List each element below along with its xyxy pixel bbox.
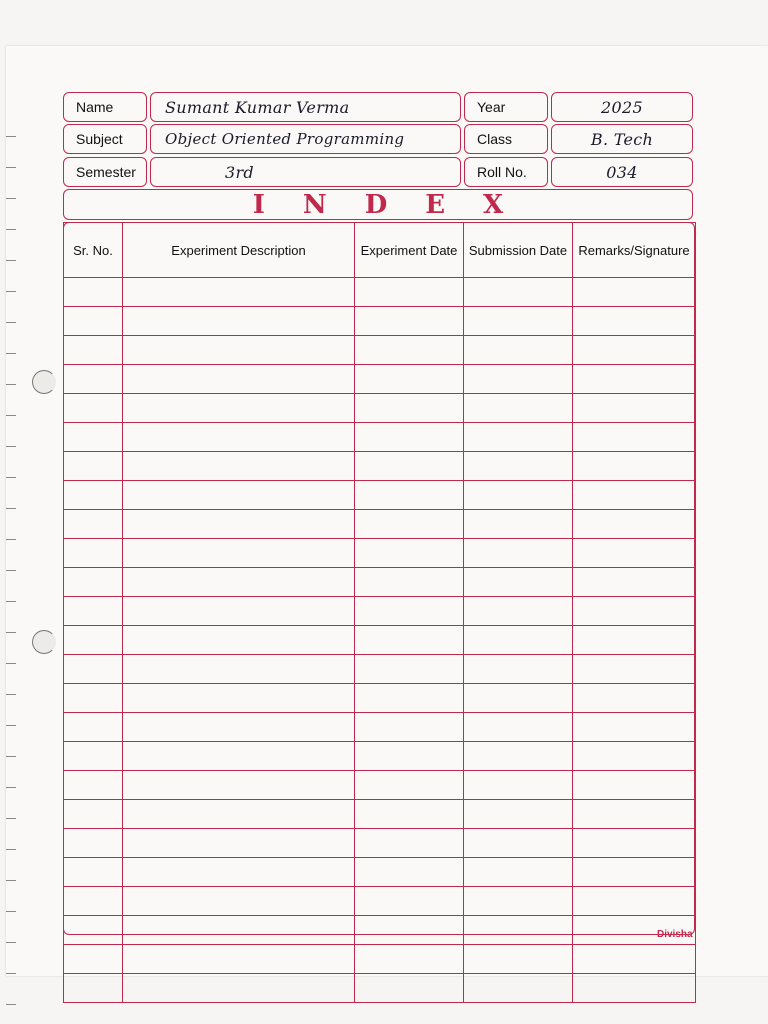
table-cell[interactable] [355, 510, 464, 539]
table-cell[interactable] [355, 278, 464, 307]
year-label-box [464, 92, 548, 122]
table-cell[interactable] [573, 452, 696, 481]
table-cell[interactable] [123, 336, 355, 365]
table-cell[interactable] [464, 481, 573, 510]
table-cell[interactable] [355, 481, 464, 510]
punch-hole-icon [32, 630, 56, 654]
table-cell[interactable] [464, 858, 573, 887]
table-cell[interactable] [573, 336, 696, 365]
table-cell[interactable] [355, 713, 464, 742]
table-row [64, 365, 696, 394]
table-cell[interactable] [464, 336, 573, 365]
table-cell[interactable] [64, 336, 123, 365]
name-value: Sumant Kumar Verma [165, 97, 350, 117]
year-label: Year [477, 99, 506, 115]
table-cell[interactable] [355, 742, 464, 771]
table-cell[interactable] [464, 916, 573, 945]
table-cell[interactable] [64, 423, 123, 452]
table-cell[interactable] [464, 626, 573, 655]
subject-label: Subject [76, 131, 123, 147]
table-cell[interactable] [123, 597, 355, 626]
subject-label-box [63, 124, 147, 154]
table-cell[interactable] [123, 626, 355, 655]
table-cell[interactable] [355, 307, 464, 336]
table-cell[interactable] [573, 568, 696, 597]
table-cell[interactable] [573, 423, 696, 452]
table-cell[interactable] [464, 713, 573, 742]
table-row [64, 452, 696, 481]
table-cell[interactable] [64, 771, 123, 800]
table-cell[interactable] [64, 626, 123, 655]
table-cell[interactable] [355, 974, 464, 1003]
table-row [64, 394, 696, 423]
table-cell[interactable] [123, 394, 355, 423]
semester-label: Semester [76, 164, 136, 180]
table-cell[interactable] [573, 974, 696, 1003]
table-cell[interactable] [355, 539, 464, 568]
table-row [64, 481, 696, 510]
table-cell[interactable] [123, 916, 355, 945]
table-cell[interactable] [355, 365, 464, 394]
table-row [64, 423, 696, 452]
table-cell[interactable] [355, 945, 464, 974]
table-cell[interactable] [573, 597, 696, 626]
table-cell[interactable] [355, 336, 464, 365]
table-cell[interactable] [573, 887, 696, 916]
table-row [64, 800, 696, 829]
table-cell[interactable] [464, 800, 573, 829]
name-label-box [63, 92, 147, 122]
table-row [64, 684, 696, 713]
table-row [64, 887, 696, 916]
table-cell[interactable] [64, 452, 123, 481]
table-cell[interactable] [123, 684, 355, 713]
table-cell[interactable] [464, 568, 573, 597]
table-row [64, 916, 696, 945]
table-cell[interactable] [123, 713, 355, 742]
name-label: Name [76, 99, 114, 115]
table-cell[interactable] [123, 568, 355, 597]
brand-logo: Divisha [657, 929, 693, 940]
table-cell[interactable] [123, 655, 355, 684]
table-cell[interactable] [64, 568, 123, 597]
table-cell[interactable] [64, 597, 123, 626]
table-cell[interactable] [573, 539, 696, 568]
table-cell[interactable] [355, 858, 464, 887]
table-cell[interactable] [123, 945, 355, 974]
subject-field[interactable] [150, 124, 461, 154]
table-cell[interactable] [573, 684, 696, 713]
table-cell[interactable] [123, 829, 355, 858]
table-cell[interactable] [64, 278, 123, 307]
table-cell[interactable] [573, 394, 696, 423]
table-cell[interactable] [464, 452, 573, 481]
table-cell[interactable] [573, 742, 696, 771]
table-cell[interactable] [464, 684, 573, 713]
table-cell[interactable] [464, 742, 573, 771]
class-value: B. Tech [590, 129, 654, 149]
table-cell[interactable] [123, 858, 355, 887]
table-cell[interactable] [464, 539, 573, 568]
table-cell[interactable] [464, 307, 573, 336]
col-submission-date: Submission Date [464, 223, 573, 278]
table-cell[interactable] [355, 423, 464, 452]
index-title: INDEX [252, 189, 542, 220]
table-cell[interactable] [573, 945, 696, 974]
table-cell[interactable] [64, 916, 123, 945]
table-cell[interactable] [355, 394, 464, 423]
table-cell[interactable] [573, 829, 696, 858]
table-cell[interactable] [355, 626, 464, 655]
table-cell[interactable] [123, 452, 355, 481]
table-cell[interactable] [573, 510, 696, 539]
table-row [64, 336, 696, 365]
table-cell[interactable] [573, 481, 696, 510]
table-cell[interactable] [64, 510, 123, 539]
table-cell[interactable] [123, 365, 355, 394]
table-cell[interactable] [64, 742, 123, 771]
table-cell[interactable] [464, 394, 573, 423]
col-remarks-signature: Remarks/Signature [573, 223, 696, 278]
table-cell[interactable] [123, 742, 355, 771]
table-cell[interactable] [464, 597, 573, 626]
table-cell[interactable] [355, 800, 464, 829]
table-cell[interactable] [123, 539, 355, 568]
table-cell[interactable] [573, 626, 696, 655]
class-label-box [464, 124, 548, 154]
table-cell[interactable] [464, 510, 573, 539]
table-row [64, 568, 696, 597]
table-cell[interactable] [64, 539, 123, 568]
table-cell[interactable] [573, 858, 696, 887]
table-cell[interactable] [573, 800, 696, 829]
rollno-field[interactable] [551, 157, 693, 187]
table-cell[interactable] [64, 481, 123, 510]
year-value: 2025 [601, 97, 643, 117]
table-cell[interactable] [123, 771, 355, 800]
table-row [64, 655, 696, 684]
table-cell[interactable] [355, 887, 464, 916]
table-cell[interactable] [64, 829, 123, 858]
table-cell[interactable] [355, 684, 464, 713]
table-cell[interactable] [355, 452, 464, 481]
table-cell[interactable] [355, 655, 464, 684]
table-cell[interactable] [355, 568, 464, 597]
table-cell[interactable] [464, 829, 573, 858]
table-cell[interactable] [64, 684, 123, 713]
table-cell[interactable] [64, 974, 123, 1003]
col-experiment-date: Experiment Date [355, 223, 464, 278]
table-cell[interactable] [64, 945, 123, 974]
left-margin-lines [6, 106, 16, 1006]
class-label: Class [477, 131, 513, 147]
index-table [63, 222, 696, 1003]
table-row [64, 307, 696, 336]
year-field[interactable] [551, 92, 693, 122]
subject-value: Object Oriented Programming [165, 130, 405, 148]
table-cell[interactable] [64, 394, 123, 423]
index-banner [63, 189, 693, 220]
semester-field[interactable] [150, 157, 461, 187]
table-cell[interactable] [123, 974, 355, 1003]
table-cell[interactable] [573, 655, 696, 684]
table-cell[interactable] [464, 365, 573, 394]
punch-hole-icon [32, 370, 56, 394]
name-field[interactable] [150, 92, 461, 122]
class-field[interactable] [551, 124, 693, 154]
table-header-row [64, 223, 696, 278]
table-cell[interactable] [573, 365, 696, 394]
table-cell[interactable] [355, 771, 464, 800]
table-cell[interactable] [355, 916, 464, 945]
table-cell[interactable] [123, 307, 355, 336]
table-row [64, 858, 696, 887]
table-row [64, 626, 696, 655]
table-cell[interactable] [355, 829, 464, 858]
table-cell[interactable] [123, 510, 355, 539]
table-cell[interactable] [64, 655, 123, 684]
table-cell[interactable] [573, 771, 696, 800]
table-row [64, 974, 696, 1003]
table-row [64, 597, 696, 626]
table-cell[interactable] [464, 655, 573, 684]
semester-label-box [63, 157, 147, 187]
table-cell[interactable] [123, 887, 355, 916]
table-cell[interactable] [464, 974, 573, 1003]
table-cell[interactable] [64, 365, 123, 394]
table-cell[interactable] [573, 307, 696, 336]
table-cell[interactable] [123, 278, 355, 307]
table-row [64, 278, 696, 307]
table-row [64, 539, 696, 568]
rollno-label-box [464, 157, 548, 187]
table-cell[interactable] [573, 713, 696, 742]
table-row [64, 713, 696, 742]
table-row [64, 742, 696, 771]
table-cell[interactable] [123, 481, 355, 510]
table-row [64, 510, 696, 539]
col-experiment-description: Experiment Description [123, 223, 355, 278]
table-cell[interactable] [123, 423, 355, 452]
col-sr-no: Sr. No. [64, 223, 123, 278]
table-cell[interactable] [464, 278, 573, 307]
table-row [64, 829, 696, 858]
table-cell[interactable] [464, 887, 573, 916]
table-cell[interactable] [123, 800, 355, 829]
table-cell[interactable] [464, 945, 573, 974]
table-cell[interactable] [464, 423, 573, 452]
rollno-label: Roll No. [477, 164, 527, 180]
table-cell[interactable] [64, 307, 123, 336]
table-row [64, 945, 696, 974]
table-cell[interactable] [464, 771, 573, 800]
semester-value: 3rd [225, 162, 254, 182]
table-cell[interactable] [64, 800, 123, 829]
rollno-value: 034 [606, 162, 638, 182]
table-cell[interactable] [64, 858, 123, 887]
table-cell[interactable] [355, 597, 464, 626]
table-cell[interactable] [64, 887, 123, 916]
table-row [64, 771, 696, 800]
table-cell[interactable] [64, 713, 123, 742]
table-cell[interactable] [573, 278, 696, 307]
